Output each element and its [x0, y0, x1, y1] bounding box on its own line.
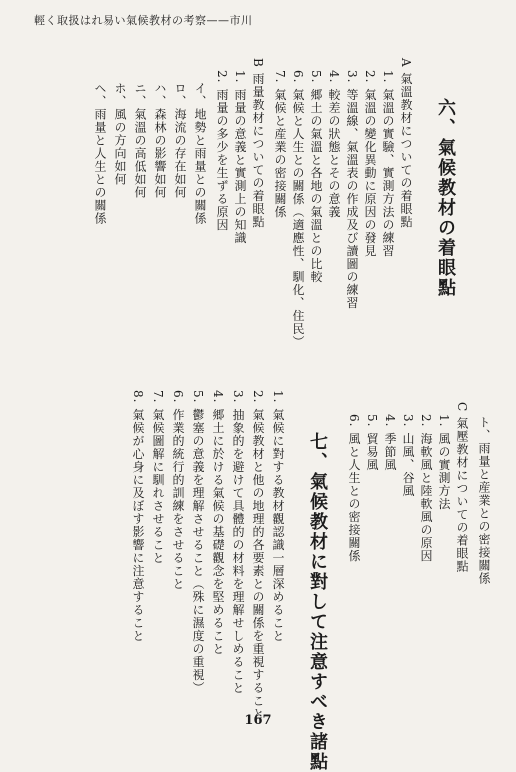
- list-item: 2. 雨量の多少を生ずる原因: [215, 70, 229, 232]
- list-item: 8. 氣候が心身に及ぼす影響に注意すること: [131, 390, 145, 643]
- list-item: 3. 抽象的を避けて具體的の材料を理解せしめること: [231, 390, 245, 695]
- list-item: 2. 氣溫の變化異動に原因の發見: [363, 70, 377, 258]
- running-header: 輕く取扱はれ易い氣候教材の考察——市川: [34, 14, 253, 27]
- list-item: 1. 雨量の意義と實測上の知識: [233, 70, 247, 245]
- list-item: 1. 風の實測方法: [437, 414, 451, 511]
- list-item: 7. 氣候圖解に馴れさせること: [151, 390, 165, 565]
- list-item: 4. 較差の狀態とその意義: [327, 70, 341, 219]
- group-c-label: C 氣壓教材についての着眼點: [455, 402, 469, 573]
- list-item: ト、雨量と産業との密接關係: [477, 416, 491, 585]
- list-item: ハ、森林の影響如何: [153, 82, 167, 199]
- list-item: 2. 海軟風と陸軟風の原因: [419, 414, 433, 563]
- list-item: 5. 貿易風: [365, 414, 379, 472]
- list-item: 7. 氣候と産業の密接關係: [273, 70, 287, 219]
- list-item: 5. 鬱塞の意義を理解させること（殊に濕度の重視）: [191, 390, 205, 695]
- list-item: 1. 氣候に對する教材觀認識一層深めること: [271, 390, 285, 643]
- section-7-heading: 七、氣候教材に對して注意すべき諸點: [307, 432, 328, 772]
- group-a-label: A 氣溫教材についての着眼點: [399, 58, 413, 229]
- list-item: ニ、氣溫の高低如何: [133, 82, 147, 199]
- list-item: 5. 郷土の氣溫と各地の氣溫との比較: [309, 70, 323, 284]
- list-item: 3. 山風、谷風: [401, 414, 415, 498]
- list-item: イ、地勢と雨量との關係: [193, 82, 207, 225]
- list-item: 3. 等溫線、氣溫表の作成及び讀圖の練習: [345, 70, 359, 310]
- list-item: 6. 風と人生との密接關係: [347, 414, 361, 563]
- list-item: 2. 氣候教材と他の地理的各要素との關係を重視すること: [251, 390, 265, 721]
- list-item: 4. 郷土に於ける氣候の基礎觀念を堅めること: [211, 390, 225, 656]
- section-6-heading: 六、氣候教材の着眼點: [435, 98, 456, 298]
- list-item: 1. 氣溫の實驗、實測方法の練習: [381, 70, 395, 258]
- group-b-label: B 雨量教材についての着眼點: [251, 58, 265, 229]
- list-item: 4. 季節風: [383, 414, 397, 472]
- list-item: 6. 氣候と人生との關係（適應性、馴化、住民）: [291, 70, 305, 349]
- page-number: 167: [244, 713, 272, 728]
- list-item: 6. 作業的統行的訓練をさせること: [171, 390, 185, 591]
- list-item: ロ、海流の存在如何: [173, 82, 187, 199]
- list-item: ヘ、雨量と人生との關係: [93, 82, 107, 225]
- list-item: ホ、風の方向如何: [113, 82, 127, 186]
